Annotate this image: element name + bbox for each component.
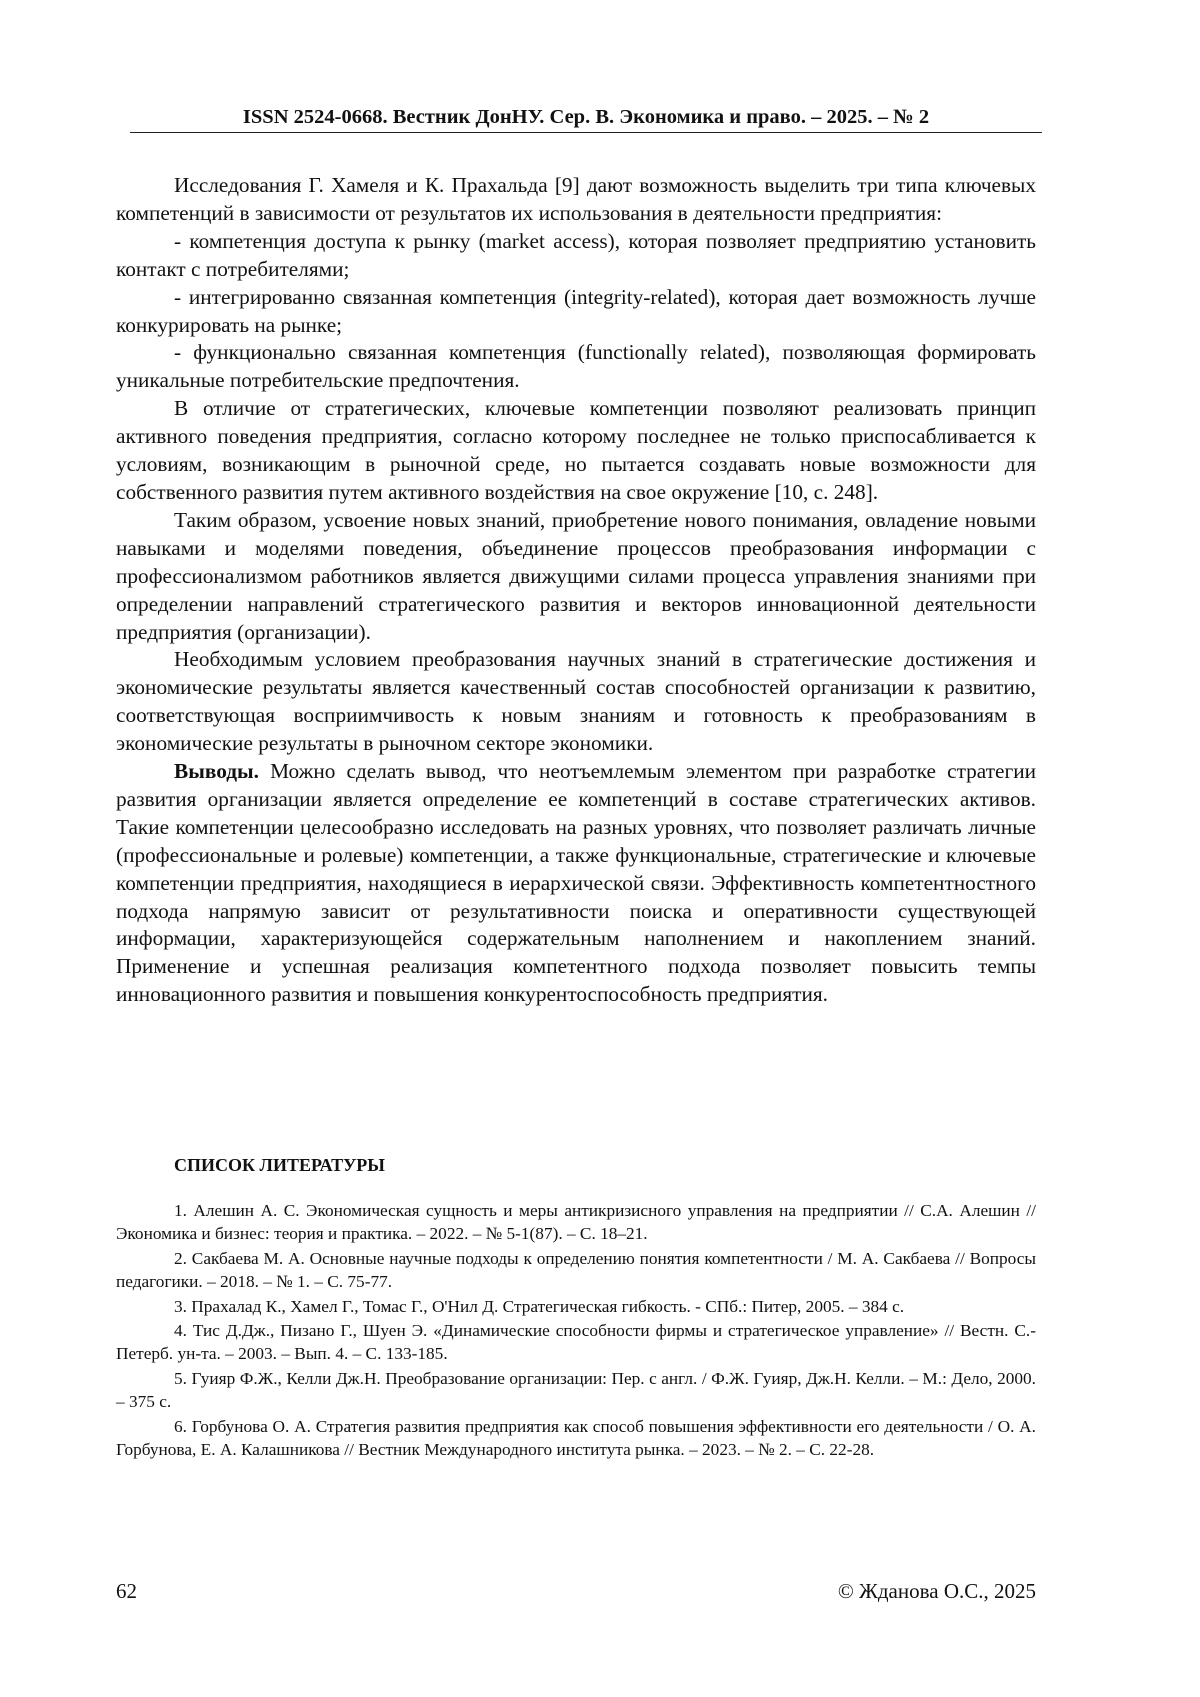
conclusions-label: Выводы.	[174, 759, 259, 784]
list-item-market-access: - компетенция доступа к рынку (market access), которая позволяет предприятию установить контакт с потребителями;	[116, 228, 1036, 281]
paragraph-key-competencies: В отличие от стратегических, ключевые компетенции позволяют реализовать принцип активного поведения предприятия, согласно которому последнее не только приспосабливается к условиям, возникающим в рыночной среде, но пытается создавать новые возможности для собственного развития путем активного воздействия на свое окружение [10, с. 248].	[116, 396, 1036, 504]
paragraph-hamel-prahalad: Исследования Г. Хамеля и К. Прахальда [9] дают возможность выделить три типа ключевых компетенций в зависимости от результатов их использования в деятельности предприятия:	[116, 173, 1036, 225]
header-divider	[130, 132, 1042, 133]
page-number: 62	[116, 1579, 137, 1603]
paragraph-conclusions	[116, 758, 1036, 1009]
reference-item: 3. Прахалад К., Хамел Г., Томас Г., О'Нил Д. Стратегическая гибкость. - СПб.: Питер, 2005. – 384 с.	[174, 1296, 905, 1316]
list-item-integrity-related: - интегрированно связанная компетенция (integrity-related), которая дает возможность лучше конкурировать на рынке;	[116, 284, 1036, 337]
references-list	[116, 1199, 1036, 1462]
copyright-notice: © Жданова О.С., 2025	[837, 1579, 1036, 1603]
conclusions-text: Можно сделать вывод, что неотъемлемым элементом при разработке стратегии развития организации является определение ее компетенций в составе стратегических активов. Такие компетенции целесообразно исследовать на разных уровнях, что позволяет различать личные (профессиональные и ролевые) компетенции, а также функциональные, стратегические и ключевые компетенции предприятия, находящиеся в иерархической связи. Эффективность компетентностного подхода напрямую зависит от результативности поиска и оперативности существующей информации, характеризующейся содержательным наполнением и накоплением знаний. Применение и успешная реализация компетентного подхода позволяет повысить темпы инновационного развития и повышения конкурентоспособность предприятия.	[116, 759, 1036, 1007]
reference-item: 5. Гуияр Ф.Ж., Келли Дж.Н. Преобразование организации: Пер. с англ. / Ф.Ж. Гуияр, Дж.Н. Келли. – М.: Дело, 2000. – 375 с.	[116, 1368, 1036, 1412]
running-header: ISSN 2524-0668. Вестник ДонНУ. Сер. В. Экономика и право. – 2025. – № 2	[242, 106, 930, 128]
reference-item: 1. Алешин А. С. Экономическая сущность и меры антикризисного управления на предприятии // С.А. Алешин // Экономика и бизнес: теория и практика. – 2022. – № 5-1(87). – С. 18–21.	[116, 1201, 1036, 1244]
paragraph-knowledge-management: Таким образом, усвоение новых знаний, приобретение нового понимания, овладение новыми навыками и моделями поведения, объединение процессов преобразования информации с профессионализмом работников является движущими силами процесса управления знаниями при определении направлений стратегического развития и векторов инновационной деятельности предприятия (организации).	[116, 507, 1036, 644]
reference-item: 6. Горбунова О. А. Стратегия развития предприятия как способ повышения эффективности его деятельности / О. А. Горбунова, Е. А. Калашникова // Вестник Международного института рынка. – 2023. – № 2. – С. 22-28.	[116, 1416, 1036, 1460]
paragraph-necessary-condition: Необходимым условием преобразования научных знаний в стратегические достижения и экономические результаты является качественный состав способностей организации к развитию, соответствующая восприимчивость к новым знаниям и готовность к преобразованиям в экономические результаты в рыночном секторе экономики.	[116, 647, 1036, 756]
reference-item: 2. Сакбаева М. А. Основные научные подходы к определению понятия компетентности / М. А. Сакбаева // Вопросы педагогики. – 2018. – № 1. – С. 75-77.	[116, 1248, 1036, 1292]
article-body	[116, 172, 1036, 1009]
reference-item: 4. Тис Д.Дж., Пизано Г., Шуен Э. «Динамические способности фирмы и стратегическое управление» // Вестн. С.-Петерб. ун-та. – 2003. – Вып. 4. – С. 133-185.	[116, 1321, 1036, 1364]
references-title: СПИСОК ЛИТЕРАТУРЫ	[174, 1155, 385, 1175]
list-item-functionally-related: - функционально связанная компетенция (functionally related), позволяющая формировать уникальные потребительские предпочтения.	[116, 340, 1036, 393]
